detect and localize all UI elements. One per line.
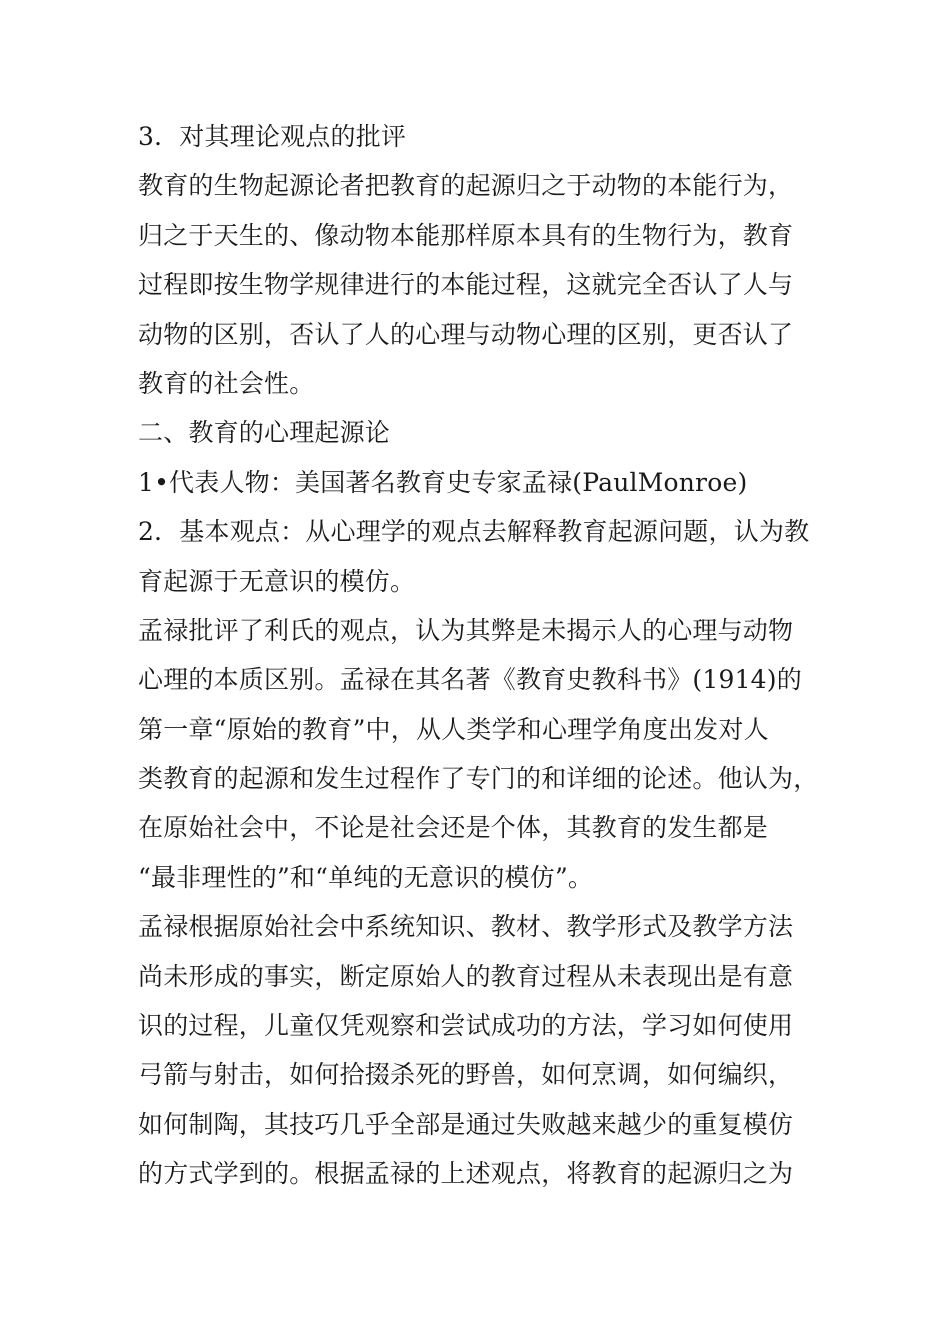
paragraph-line: 在原始社会中，不论是社会还是个体，其教育的发生都是 — [138, 813, 769, 843]
document-body — [138, 112, 828, 1199]
paragraph-line: 心理的本质区别。孟禄在其名著《教育史教科书》(1914)的 — [138, 665, 802, 695]
paragraph-line: 尚未形成的事实，断定原始人的教育过程从未表现出是有意 — [138, 961, 794, 991]
paragraph-line: 如何制陶，其技巧几乎全部是通过失败越来越少的重复模仿 — [138, 1109, 794, 1139]
basic-view-line: 2．基本观点：从心理学的观点去解释教育起源问题，认为教 — [138, 517, 810, 547]
section-heading-psychological-origin: 二、教育的心理起源论 — [138, 418, 391, 448]
paragraph-line: 孟禄根据原始社会中系统知识、教材、教学形式及教学方法 — [138, 912, 794, 942]
paragraph-line: “最非理性的”和“单纯的无意识的模仿”。 — [138, 862, 594, 892]
paragraph-line: 过程即按生物学规律进行的本能过程，这就完全否认了人与 — [138, 270, 794, 300]
paragraph-line: 育起源于无意识的模仿。 — [138, 566, 416, 596]
section-heading-critique: 3．对其理论观点的批评 — [138, 122, 407, 151]
paragraph-line: 教育的社会性。 — [138, 368, 315, 398]
paragraph-line: 孟禄批评了利氏的观点，认为其弊是未揭示人的心理与动物 — [138, 615, 794, 645]
paragraph-line: 类教育的起源和发生过程作了专门的和详细的论述。他认为， — [138, 764, 819, 794]
paragraph-line: 教育的生物起源论者把教育的起源归之于动物的本能行为， — [138, 171, 794, 201]
paragraph-line: 归之于天生的、像动物本能那样原本具有的生物行为，教育 — [138, 220, 794, 250]
paragraph-line: 识的过程，儿童仅凭观察和尝试成功的方法，学习如何使用 — [138, 1011, 794, 1041]
paragraph-line: 第一章“原始的教育”中，从人类学和心理学角度出发对人 — [138, 714, 769, 744]
representative-figure-line: 1•代表人物：美国著名教育史专家孟禄(PaulMonroe) — [138, 467, 748, 497]
paragraph-line: 动物的区别，否认了人的心理与动物心理的区别，更否认了 — [138, 319, 794, 349]
paragraph-line: 弓箭与射击，如何拾掇杀死的野兽，如何烹调，如何编织， — [138, 1060, 794, 1090]
paragraph-line: 的方式学到的。根据孟禄的上述观点，将教育的起源归之为 — [138, 1159, 794, 1189]
